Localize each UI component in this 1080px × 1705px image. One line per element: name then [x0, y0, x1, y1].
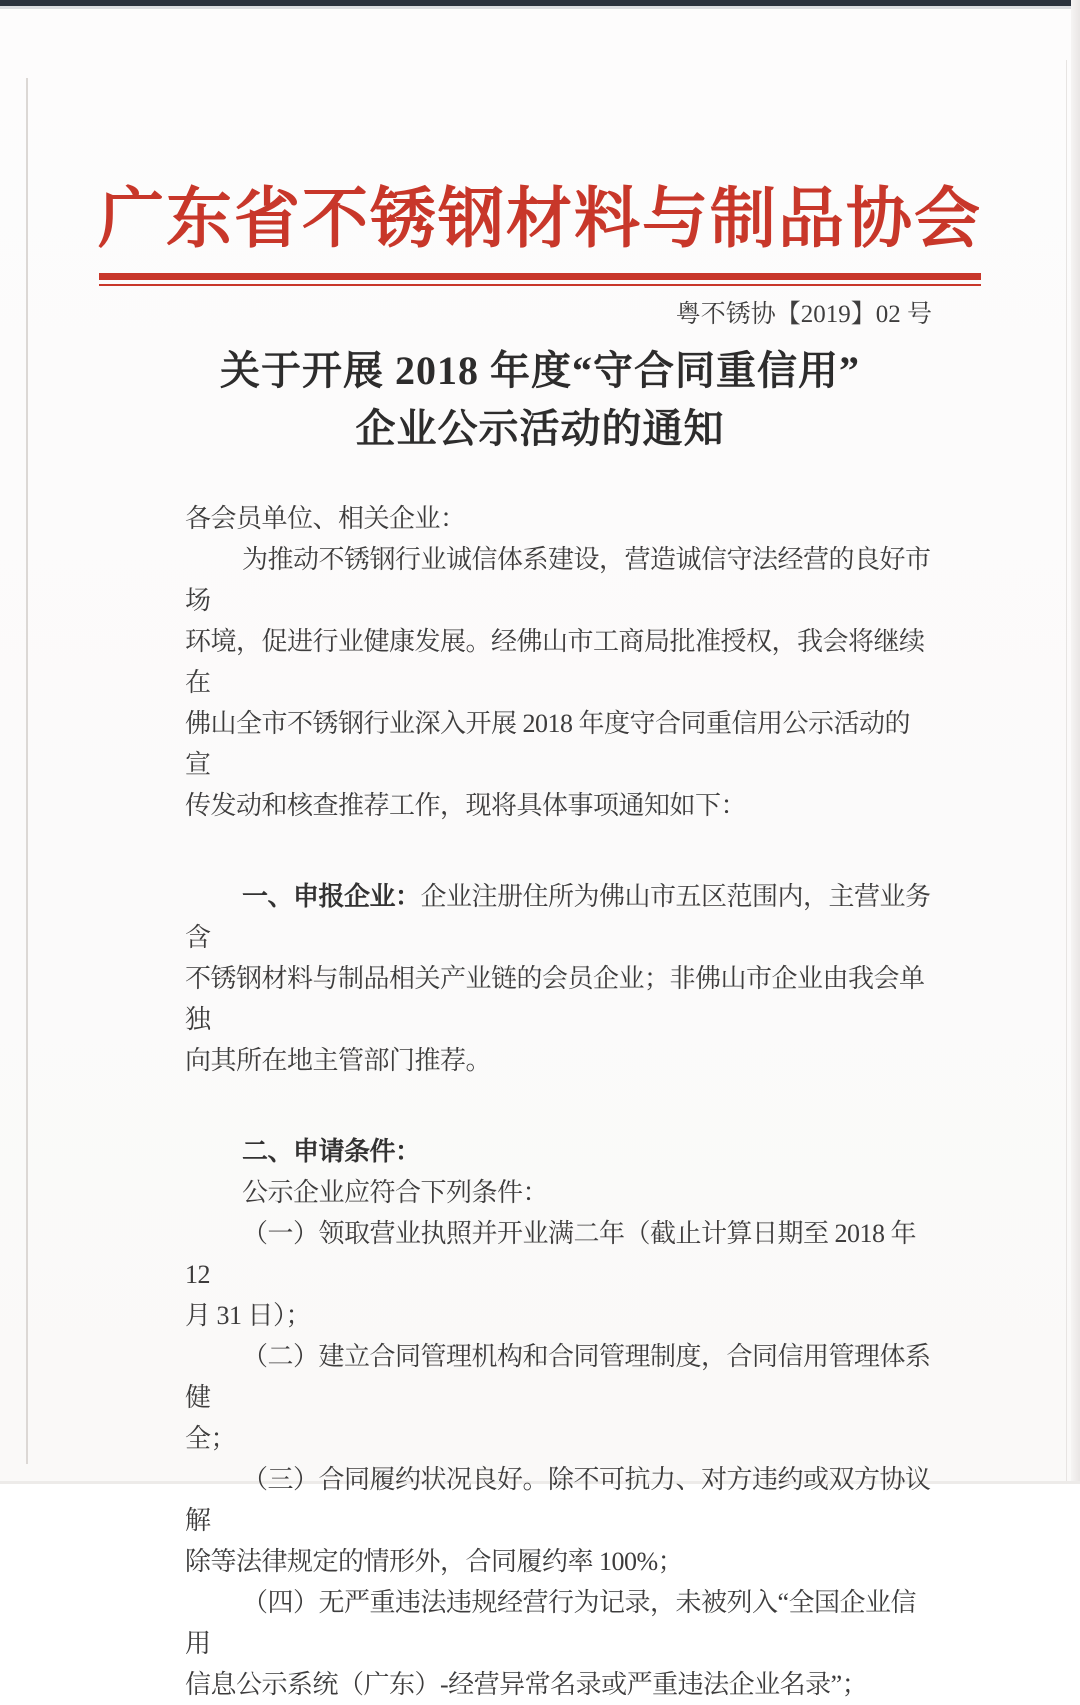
condition-3-line: 除等法律规定的情形外，合同履约率 100%；	[185, 1547, 684, 1576]
salutation: 各会员单位、相关企业：	[185, 504, 466, 533]
condition-1-line: （一）领取营业执照并开业满二年（截止计算日期至 2018 年 12	[185, 1219, 917, 1289]
notice-title	[0, 342, 1080, 458]
condition-2-line: （二）建立合同管理机构和合同管理制度，合同信用管理体系健	[185, 1342, 931, 1412]
section-1-first-line	[185, 876, 933, 958]
letterhead-rule-thick	[99, 273, 981, 280]
condition-2-line: 全；	[185, 1424, 237, 1453]
condition-1-line: 月 31 日）；	[185, 1301, 312, 1330]
section-1-line: 不锈钢材料与制品相关产业链的会员企业；非佛山市企业由我会单独	[185, 964, 925, 1034]
intro-line: 为推动不锈钢行业诚信体系建设，营造诚信守法经营的良好市场	[185, 545, 931, 615]
scan-left-crease	[26, 78, 28, 1464]
intro-line: 佛山全市不锈钢行业深入开展 2018 年度守合同重信用公示活动的宣	[185, 709, 911, 779]
section-2-intro: 公示企业应符合下列条件：	[242, 1178, 549, 1207]
section-1-heading: 一、申报企业：	[242, 882, 421, 911]
scan-top-edge-fade	[0, 6, 1080, 9]
notice-body	[185, 498, 933, 1705]
section-1-line: 向其所在地主管部门推荐。	[185, 1046, 492, 1075]
condition-4-line: （四）无严重违法违规经营行为记录，未被列入“全国企业信用	[185, 1588, 917, 1658]
section-1-declaring-enterprises	[185, 876, 933, 1081]
section-1-text: 企业注册住所为佛山市五区范围内，主营业务含	[185, 882, 931, 952]
intro-line: 环境，促进行业健康发展。经佛山市工商局批准授权，我会将继续在	[185, 627, 925, 697]
document-number: 粤不锈协【2019】02 号	[675, 300, 932, 328]
condition-3-line: （三）合同履约状况良好。除不可抗力、对方违约或双方协议解	[185, 1465, 931, 1535]
intro-line: 传发动和核查推荐工作，现将具体事项通知如下：	[185, 791, 747, 820]
condition-4-line: 信息公示系统（广东）-经营异常名录或严重违法企业名录”；	[185, 1670, 868, 1699]
letterhead-org-name: 广东省不锈钢材料与制品协会	[98, 183, 982, 256]
scan-right-edge	[1071, 0, 1080, 1484]
notice-title-line-1: 关于开展 2018 年度“守合同重信用”	[220, 347, 860, 393]
notice-title-line-2: 企业公示活动的通知	[355, 405, 725, 451]
section-2-application-conditions	[185, 1131, 933, 1705]
scan-right-crease	[1066, 60, 1067, 1484]
section-2-heading: 二、申请条件：	[242, 1137, 421, 1166]
letterhead-rule-thin	[99, 284, 981, 286]
